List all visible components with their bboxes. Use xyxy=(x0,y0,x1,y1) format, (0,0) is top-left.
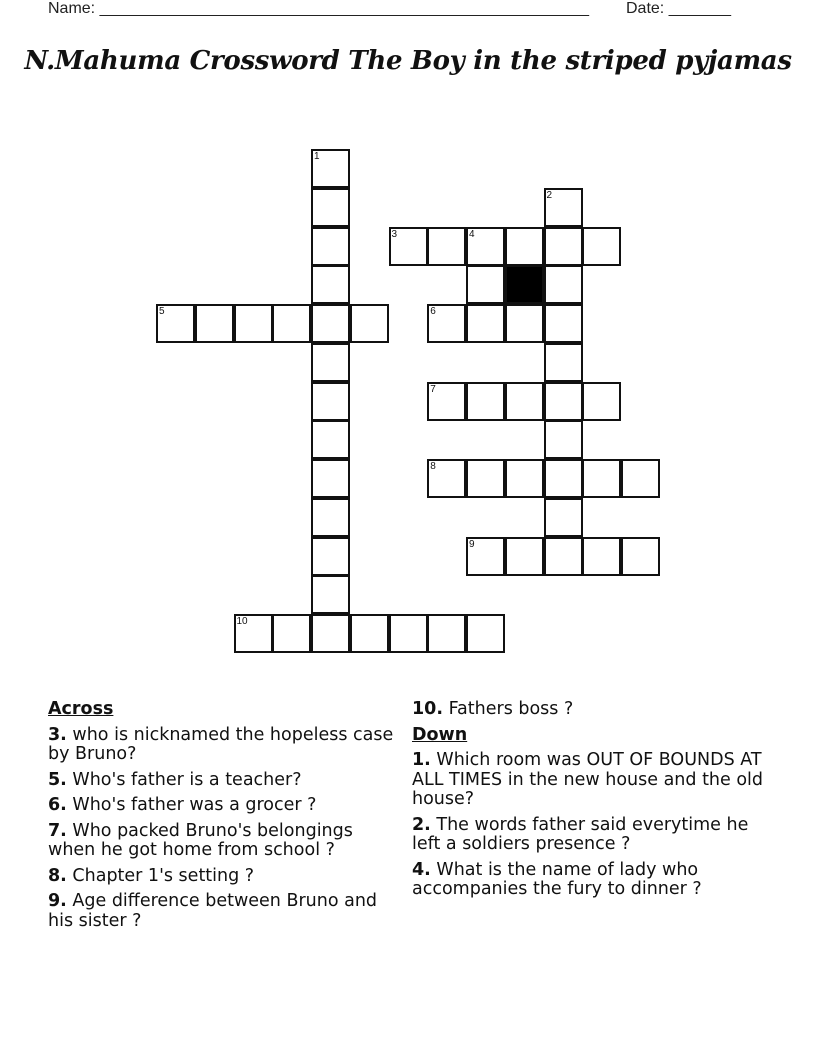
grid-cell[interactable] xyxy=(621,459,660,498)
grid-number: 7 xyxy=(430,383,436,395)
grid-cell[interactable] xyxy=(311,420,350,459)
grid-cell[interactable] xyxy=(389,614,428,653)
grid-cell[interactable] xyxy=(350,304,389,343)
grid-cell[interactable] xyxy=(311,498,350,537)
grid-cell[interactable] xyxy=(582,537,621,576)
grid-cell[interactable] xyxy=(582,459,621,498)
grid-cell[interactable] xyxy=(466,304,505,343)
grid-cell[interactable] xyxy=(505,304,544,343)
grid-cell[interactable] xyxy=(272,304,311,343)
grid-cell[interactable] xyxy=(311,149,350,188)
grid-cell[interactable] xyxy=(234,614,273,653)
grid-cell[interactable] xyxy=(544,304,583,343)
grid-cell[interactable] xyxy=(544,343,583,382)
grid-cell[interactable] xyxy=(544,459,583,498)
grid-cell-blocked xyxy=(505,265,544,304)
grid-cell[interactable] xyxy=(544,420,583,459)
grid-cell[interactable] xyxy=(195,304,234,343)
grid-cell[interactable] xyxy=(427,304,466,343)
clue-across-5: 5. Who's father is a teacher? xyxy=(48,769,302,790)
grid-cell[interactable] xyxy=(544,227,583,266)
date-field[interactable]: Date: _______ xyxy=(626,0,731,17)
grid-cell[interactable] xyxy=(311,188,350,227)
clue-across-8: 8. Chapter 1's setting ? xyxy=(48,865,255,886)
grid-cell[interactable] xyxy=(311,343,350,382)
clue-across-3: 3. who is nicknamed the hopeless case by Bruno? xyxy=(48,724,394,764)
grid-cell[interactable] xyxy=(582,382,621,421)
grid-cell[interactable] xyxy=(544,382,583,421)
grid-cell[interactable] xyxy=(156,304,195,343)
grid-cell[interactable] xyxy=(505,227,544,266)
grid-cell[interactable] xyxy=(427,227,466,266)
grid-cell[interactable] xyxy=(582,227,621,266)
grid-cell[interactable] xyxy=(234,304,273,343)
grid-number: 2 xyxy=(546,189,553,201)
grid-cell[interactable] xyxy=(544,188,583,227)
grid-number: 3 xyxy=(391,228,398,240)
grid-cell[interactable] xyxy=(427,614,466,653)
grid-cell[interactable] xyxy=(427,459,466,498)
grid-cell[interactable] xyxy=(466,459,505,498)
grid-number: 6 xyxy=(430,306,436,317)
clues-right-column xyxy=(412,700,772,906)
grid-cell[interactable] xyxy=(427,382,466,421)
clue-down-1: 1. Which room was OUT OF BOUNDS AT ALL TIMES in the new house and the old house? xyxy=(412,750,764,809)
grid-cell[interactable] xyxy=(466,614,505,653)
grid-cell[interactable] xyxy=(311,614,350,653)
grid-number: 8 xyxy=(430,461,436,472)
grid-cell[interactable] xyxy=(466,537,505,576)
grid-cell[interactable] xyxy=(466,382,505,421)
grid-cell[interactable] xyxy=(505,537,544,576)
grid-cell[interactable] xyxy=(311,265,350,304)
grid-cell[interactable] xyxy=(505,459,544,498)
grid-cell[interactable] xyxy=(544,498,583,537)
grid-cell[interactable] xyxy=(311,537,350,576)
grid-cell[interactable] xyxy=(311,382,350,421)
clue-down-2: 2. The words father said everytime he left a soldiers presence ? xyxy=(412,814,749,854)
name-field[interactable]: Name: _______________________________________________________ xyxy=(48,0,589,17)
grid-number: 9 xyxy=(469,538,475,550)
clues-left-column xyxy=(48,700,398,937)
clue-across-7: 7. Who packed Bruno's belongings when he got home from school ? xyxy=(48,820,353,860)
clue-across-9: 9. Age difference between Bruno and his sister ? xyxy=(48,891,378,931)
grid-cell[interactable] xyxy=(544,537,583,576)
grid-cell[interactable] xyxy=(311,227,350,266)
grid-cell[interactable] xyxy=(272,614,311,653)
grid-cell[interactable] xyxy=(311,575,350,614)
grid-cell[interactable] xyxy=(505,382,544,421)
grid-cell[interactable] xyxy=(544,265,583,304)
grid-cell[interactable] xyxy=(621,537,660,576)
grid-cell[interactable] xyxy=(466,227,505,266)
grid-cell[interactable] xyxy=(350,614,389,653)
across-heading: Across xyxy=(48,699,114,719)
grid-number: 10 xyxy=(236,616,248,627)
grid-number: 5 xyxy=(159,306,165,317)
grid-cell[interactable] xyxy=(311,459,350,498)
clue-down-4: 4. What is the name of lady who accompanies the fury to dinner ? xyxy=(412,859,702,899)
grid-cell[interactable] xyxy=(311,304,350,343)
clue-across-10: 10. Fathers boss ? xyxy=(412,699,574,719)
grid-number: 1 xyxy=(314,151,320,162)
grid-cell[interactable] xyxy=(389,227,428,266)
grid-number: 4 xyxy=(469,228,475,240)
grid-cell[interactable] xyxy=(466,265,505,304)
clue-across-6: 6. Who's father was a grocer ? xyxy=(48,795,317,815)
page-title: N.Mahuma Crossword The Boy in the striped pyjamas xyxy=(24,46,792,76)
down-heading: Down xyxy=(412,724,468,745)
